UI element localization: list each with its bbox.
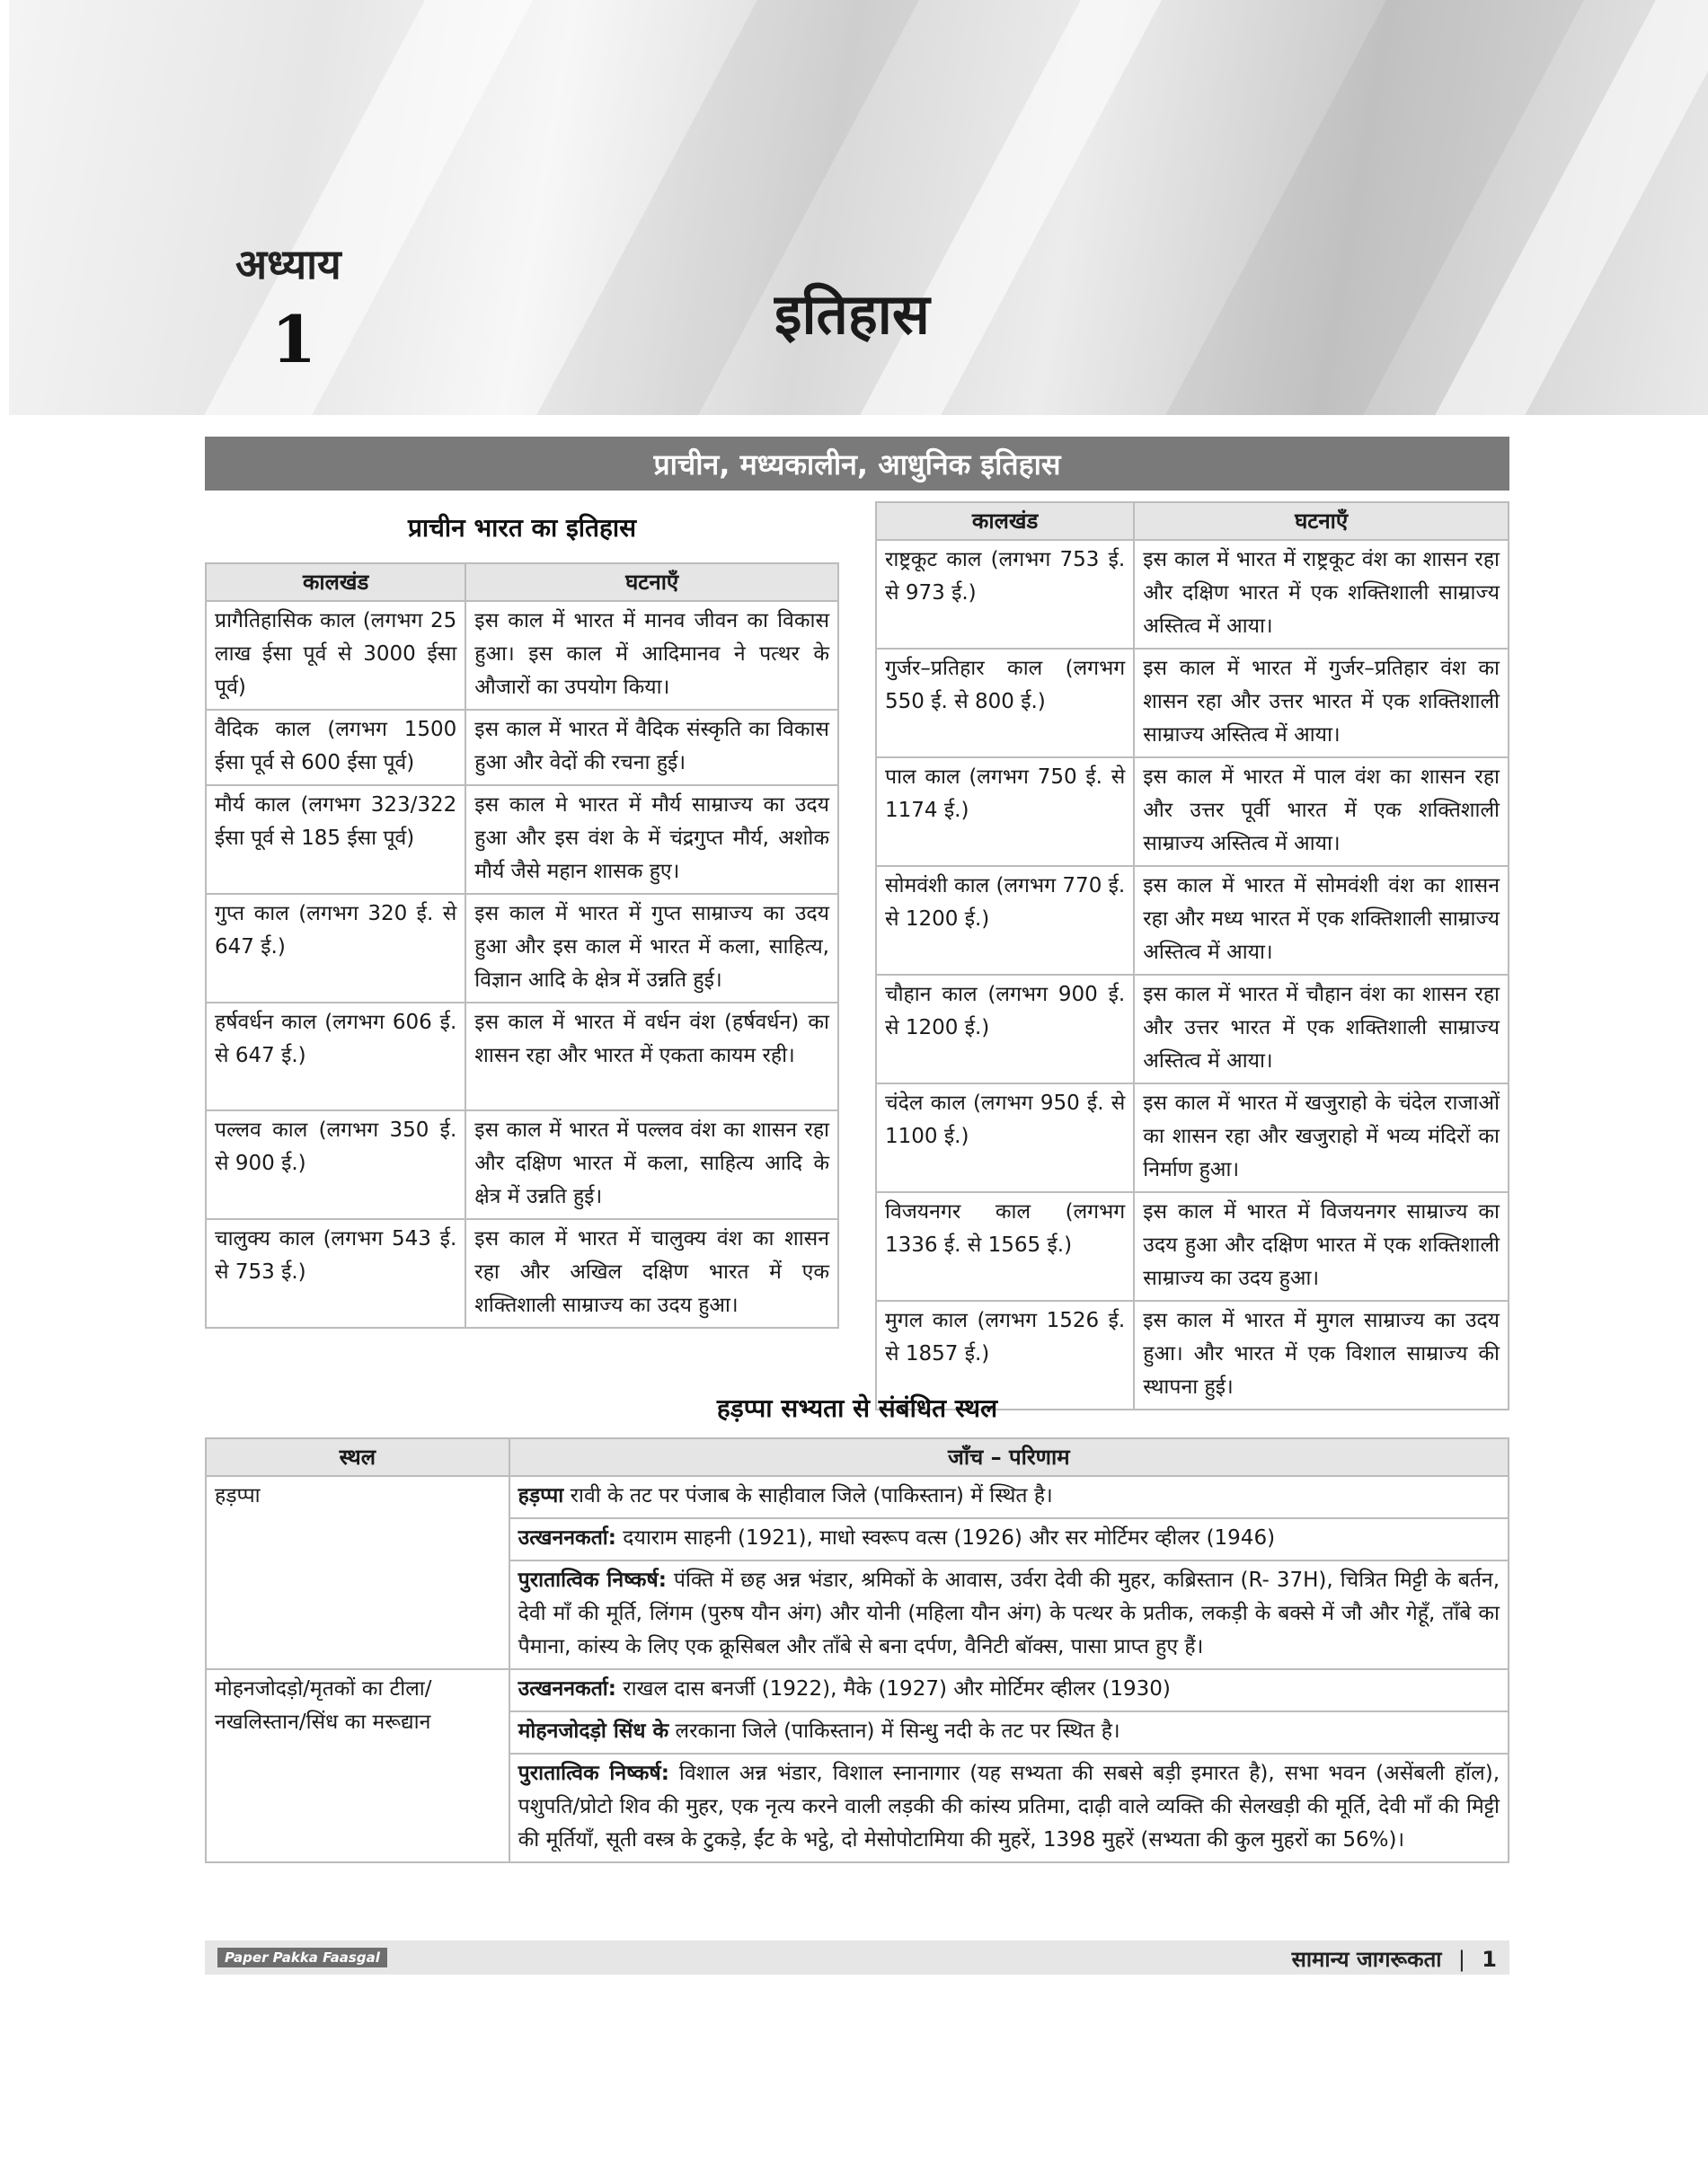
table-row — [876, 866, 1509, 975]
table-header-row — [876, 502, 1509, 540]
period-cell: हर्षवर्धन काल (लगभग 606 ई. से 647 ई.) — [206, 1003, 465, 1110]
events-cell: इस काल में भारत में गुप्त साम्राज्य का उदय हुआ और इस काल में भारत में कला, साहित्य, विज्ञान आदि के क्षेत्र में उन्नति हुई। — [465, 894, 838, 1003]
events-cell: इस काल में भारत में खजुराहो के चंदेल राजाओं का शासन रहा और खजुराहो में भव्य मंदिरों का निर्माण हुआ। — [1134, 1083, 1509, 1192]
finding-label: उत्खननकर्ता: — [518, 1526, 616, 1550]
finding-text: दयाराम साहनी (1921), माधो स्वरूप वत्स (1926) और सर मोर्टिमर व्हीलर (1946) — [615, 1526, 1276, 1550]
table-row — [876, 649, 1509, 757]
table-row — [876, 540, 1509, 649]
period-cell: गुर्जर–प्रतिहार काल (लगभग 550 ई. से 800 ई.) — [876, 649, 1134, 757]
finding-cell — [509, 1711, 1509, 1754]
column-header: कालखंड — [206, 563, 465, 601]
table-row — [206, 601, 838, 710]
section-heading: प्राचीन, मध्यकालीन, आधुनिक इतिहास — [205, 437, 1509, 491]
finding-cell — [509, 1476, 1509, 1518]
finding-cell — [509, 1754, 1509, 1862]
period-cell: मुगल काल (लगभग 1526 ई. से 1857 ई.) — [876, 1301, 1134, 1410]
ancient-heading: प्राचीन भारत का इतिहास — [407, 513, 637, 543]
period-cell: प्रागैतिहासिक काल (लगभग 25 लाख ईसा पूर्व से 3000 ईसा पूर्व) — [206, 601, 465, 710]
finding-text: विशाल अन्न भंडार, विशाल स्नानागार (यह सभ्यता की सबसे बड़ी इमारत है), सभा भवन (असेंबली हॉल), पशुपति/प्रोटो शिव की मुहर, एक नृत्य करने वाली लड़की की कांस्य प्रतिमा, दाढ़ी वाले व्यक्ति की सेलखड़ी की मूर्ति, देवी माँ की मिट्टी की मूर्तियाँ, सूती वस्त्र के टुकड़े, ईंट के भट्ठे, दो मेसोपोटामिया की मुहरें, 1398 मुहरें (सभ्यता की कुल मुहरों का 56%)। — [518, 1762, 1500, 1852]
events-cell: इस काल में भारत में सोमवंशी वंश का शासन रहा और मध्य भारत में एक शक्तिशाली साम्राज्य अस्तित्व में आया। — [1134, 866, 1509, 975]
table-row — [876, 975, 1509, 1083]
site-cell: हड़प्पा — [206, 1476, 509, 1669]
table-row — [206, 1003, 838, 1110]
events-cell: इस काल में भारत में चालुक्य वंश का शासन रहा और अखिल दक्षिण भारत में एक शक्तिशाली साम्राज्य का उदय हुआ। — [465, 1219, 838, 1328]
period-cell: पल्लव काल (लगभग 350 ई. से 900 ई.) — [206, 1110, 465, 1219]
banner-stripe — [157, 0, 562, 415]
finding-label: उत्खननकर्ता: — [518, 1677, 616, 1701]
column-header: स्थल — [206, 1438, 509, 1476]
table-row — [876, 1083, 1509, 1192]
column-header: घटनाएँ — [1134, 502, 1509, 540]
period-cell: सोमवंशी काल (लगभग 770 ई. से 1200 ई.) — [876, 866, 1134, 975]
events-cell: इस काल मे भारत में मौर्य साम्राज्य का उदय हुआ और इस वंश के में चंद्रगुप्त मौर्य, अशोक मौर्य जैसे महान शासक हुए। — [465, 785, 838, 894]
events-cell: इस काल में भारत में चौहान वंश का शासन रहा और उत्तर भारत में एक शक्तिशाली साम्राज्य अस्तित्व में आया। — [1134, 975, 1509, 1083]
footer-separator: | — [1457, 1947, 1465, 1972]
period-cell: विजयनगर काल (लगभग 1336 ई. से 1565 ई.) — [876, 1192, 1134, 1301]
table-row — [206, 1110, 838, 1219]
finding-label: पुरातात्विक निष्कर्ष: — [518, 1762, 669, 1785]
period-cell: चालुक्य काल (लगभग 543 ई. से 753 ई.) — [206, 1219, 465, 1328]
table-header-row — [206, 563, 838, 601]
finding-cell — [509, 1669, 1509, 1711]
table-row — [206, 785, 838, 894]
banner-stripe — [490, 0, 948, 415]
events-cell: इस काल में भारत में गुर्जर–प्रतिहार वंश का शासन रहा और उत्तर भारत में एक शक्तिशाली साम्राज्य अस्तित्व में आया। — [1134, 649, 1509, 757]
table-row — [876, 1192, 1509, 1301]
page-number: 1 — [1482, 1947, 1497, 1972]
table-row — [206, 1476, 1509, 1518]
site-cell: मोहनजोदड़ो/मृतकों का टीला/नखलिस्तान/सिंध का मरूद्यान — [206, 1669, 509, 1862]
chapter-label: अध्याय — [235, 240, 341, 288]
medieval-table — [875, 501, 1509, 1410]
period-cell: चौहान काल (लगभग 900 ई. से 1200 ई.) — [876, 975, 1134, 1083]
finding-label: हड़प्पा — [518, 1484, 564, 1507]
publisher-logo: Paper Pakka Faasgal — [217, 1948, 387, 1967]
events-cell: इस काल में भारत में वर्धन वंश (हर्षवर्धन) का शासन रहा और भारत में एकता कायम रही। — [465, 1003, 838, 1110]
events-cell: इस काल में भारत में पाल वंश का शासन रहा और उत्तर पूर्वी भारत में एक शक्तिशाली साम्राज्य अस्तित्व में आया। — [1134, 757, 1509, 866]
table-row — [206, 1219, 838, 1328]
finding-text: लरकाना जिले (पाकिस्तान) में सिन्धु नदी के तट पर स्थित है। — [668, 1719, 1120, 1743]
finding-cell — [509, 1518, 1509, 1560]
column-header: कालखंड — [876, 502, 1134, 540]
events-cell: इस काल में भारत में पल्लव वंश का शासन रहा और दक्षिण भारत में कला, साहित्य आदि के क्षेत्र में उन्नति हुई। — [465, 1110, 838, 1219]
table-row — [876, 757, 1509, 866]
finding-text: राखल दास बनर्जी (1922), मैके (1927) और मोर्टिमर व्हीलर (1930) — [615, 1677, 1171, 1701]
finding-label: मोहनजोदड़ो सिंध के — [518, 1719, 669, 1743]
period-cell: वैदिक काल (लगभग 1500 ईसा पूर्व से 600 ईसा पूर्व) — [206, 710, 465, 785]
table-row — [206, 894, 838, 1003]
footer-right — [1292, 1944, 1497, 1974]
finding-label: पुरातात्विक निष्कर्ष: — [518, 1569, 667, 1592]
table-row — [206, 1669, 1509, 1711]
chapter-title: इतिहास — [774, 281, 930, 347]
table-row — [206, 710, 838, 785]
period-cell: राष्ट्रकूट काल (लगभग 753 ई. से 973 ई.) — [876, 540, 1134, 649]
events-cell: इस काल में भारत में विजयनगर साम्राज्य का उदय हुआ और दक्षिण भारत में एक शक्तिशाली साम्राज्य का उदय हुआ। — [1134, 1192, 1509, 1301]
chapter-banner — [9, 0, 1708, 415]
ancient-table — [205, 562, 839, 1329]
period-cell: मौर्य काल (लगभग 323/322 ईसा पूर्व से 185 ईसा पूर्व) — [206, 785, 465, 894]
period-cell: पाल काल (लगभग 750 ई. से 1174 ई.) — [876, 757, 1134, 866]
events-cell: इस काल में भारत में वैदिक संस्कृति का विकास हुआ और वेदों की रचना हुई। — [465, 710, 838, 785]
column-header: घटनाएँ — [465, 563, 838, 601]
page-footer — [205, 1940, 1509, 1975]
chapter-number: 1 — [271, 301, 317, 377]
period-cell: गुप्त काल (लगभग 320 ई. से 647 ई.) — [206, 894, 465, 1003]
harappa-heading: हड़प्पा सभ्यता से संबंधित स्थल — [716, 1393, 998, 1423]
events-cell: इस काल में भारत में मुगल साम्राज्य का उदय हुआ। और भारत में एक विशाल साम्राज्य की स्थापना हुई। — [1134, 1301, 1509, 1410]
events-cell: इस काल में भारत में राष्ट्रकूट वंश का शासन रहा और दक्षिण भारत में एक शक्तिशाली साम्राज्य अस्तित्व में आया। — [1134, 540, 1509, 649]
finding-cell — [509, 1560, 1509, 1669]
table-header-row — [206, 1438, 1509, 1476]
column-header: जाँच – परिणाम — [509, 1438, 1509, 1476]
period-cell: चंदेल काल (लगभग 950 ई. से 1100 ई.) — [876, 1083, 1134, 1192]
events-cell: इस काल में भारत में मानव जीवन का विकास हुआ। इस काल में आदिमानव ने पत्थर के औजारों का उपयोग किया। — [465, 601, 838, 710]
subject-label: सामान्य जागरूकता — [1291, 1947, 1442, 1972]
finding-text: पंक्ति में छह अन्न भंडार, श्रमिकों के आवास, उर्वरा देवी की मुहर, कब्रिस्तान (R- 37H), चित्रित मिट्टी के बर्तन, देवी माँ की मूर्ति, लिंगम (पुरुष यौन अंग) और योनी (महिला यौन अंग) के पत्थर के प्रतीक, लकड़ी के बक्से में जौ और गेहूँ, ताँबे का पैमाना, कांस्य के लिए एक क्रूसिबल और ताँबे से बना दर्पण, वैनिटी बॉक्स, पासा प्राप्त हुए हैं। — [518, 1569, 1500, 1658]
harappa-table — [205, 1437, 1509, 1863]
finding-text: रावी के तट पर पंजाब के साहीवाल जिले (पाकिस्तान) में स्थित है। — [563, 1484, 1053, 1507]
